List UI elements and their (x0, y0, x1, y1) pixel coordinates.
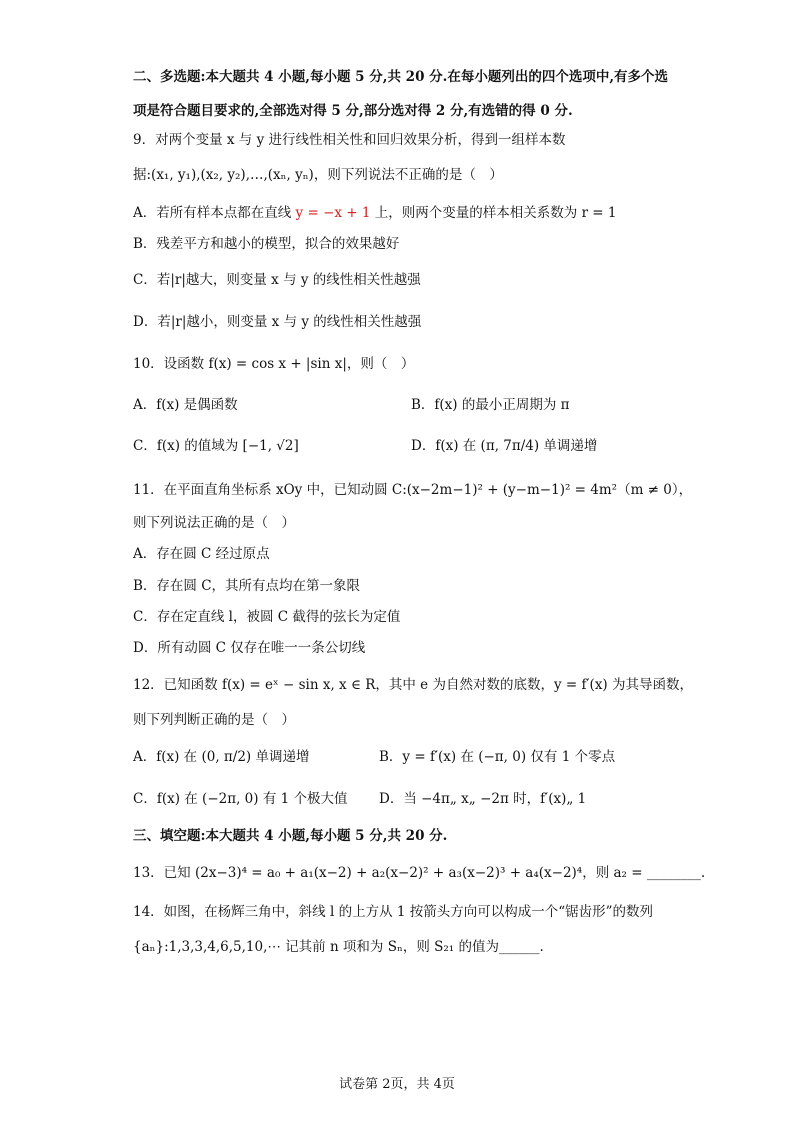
q14-stem-line1: 14．如图，在杨辉三角中，斜线 l 的上方从 1 按箭头方向可以构成一个“锯齿形”的数列 (133, 904, 654, 920)
q9-option-a-line-equation: y = −x + 1 (295, 205, 371, 221)
q11-option-d: D．所有动圆 C 仅存在唯一一条公切线 (133, 640, 366, 656)
q12-options-row2 (133, 790, 587, 808)
q9-option-c: C．若|r|越大，则变量 x 与 y 的线性相关性越强 (133, 272, 421, 288)
q10-option-a: A．f(x) 是偶函数 (133, 397, 238, 413)
q10-options-row2 (133, 437, 598, 455)
q12-stem-line1: 12．已知函数 f(x) = eˣ − sin x, x ∈ R，其中 e 为自然对数的底数，y = f′(x) 为其导函数， (133, 677, 693, 693)
q9-stem-line1: 9．对两个变量 x 与 y 进行线性相关性和回归效果分析，得到一组样本数 (133, 132, 566, 148)
section2-header-line1: 二、多选题:本大题共 4 小题,每小题 5 分,共 20 分.在每小题列出的四个选项中,有多个选 (133, 69, 669, 85)
q11-stem-line1: 11．在平面直角坐标系 xOy 中，已知动圆 C:(x−2m−1)² + (y−m−1)² = 4m²（m ≠ 0）， (133, 482, 693, 498)
q11-stem-line2: 则下列说法正确的是（ ） (133, 515, 295, 531)
section3-header: 三、填空题:本大题共 4 小题,每小题 5 分,共 20 分. (133, 828, 448, 844)
q13-stem: 13．已知 (2x−3)⁴ = a₀ + a₁(x−2) + a₂(x−2)² + a₃(x−2)³ + a₄(x−2)⁴，则 a₂ = ________. (133, 865, 706, 881)
q11-option-a: A．存在圆 C 经过原点 (133, 546, 270, 562)
q9-option-d: D．若|r|越小，则变量 x 与 y 的线性相关性越强 (133, 314, 422, 330)
q12-option-d: D．当 −4π„ x„ −2π 时，f′(x)„ 1 (379, 791, 587, 807)
q9-stem-line2: 据:(x₁, y₁),(x₂, y₂),…,(xₙ, yₙ)，则下列说法不正确的是（ ） (133, 167, 503, 183)
q10-option-d: D．f(x) 在 (π, 7π/4) 单调递增 (411, 438, 598, 454)
q9-option-a-prefix: A．若所有样本点都在直线 (133, 205, 296, 221)
q10-options-row1 (133, 396, 570, 414)
q14-stem-line2: {aₙ}:1,3,3,4,6,5,10,⋯ 记其前 n 项和为 Sₙ，则 S₂₁ 的值为______. (133, 939, 544, 955)
q9-option-a-suffix: 上，则两个变量的样本相关系数为 r = 1 (370, 205, 617, 221)
q12-stem-line2: 则下列判断正确的是（ ） (133, 712, 295, 728)
q12-option-b: B．y = f′(x) 在 (−π, 0) 仅有 1 个零点 (379, 749, 616, 765)
q9-option-b: B．残差平方和越小的模型，拟合的效果越好 (133, 236, 400, 252)
q11-option-b: B．存在圆 C，其所有点均在第一象限 (133, 578, 361, 594)
q10-stem: 10．设函数 f(x) = cos x + |sin x|，则（ ） (133, 356, 415, 372)
q11-option-c: C．存在定直线 l，被圆 C 截得的弦长为定值 (133, 609, 401, 625)
section2-header-line2: 项是符合题目要求的,全部选对得 5 分,部分选对得 2 分,有选错的得 0 分. (133, 103, 573, 119)
page-footer: 试卷第 2页，共 4页 (339, 1077, 455, 1092)
q12-options-row1 (133, 748, 616, 766)
q10-option-c: C．f(x) 的值域为 [−1, √2] (133, 438, 299, 454)
q10-option-b: B．f(x) 的最小正周期为 π (411, 397, 570, 413)
q12-option-c: C．f(x) 在 (−2π, 0) 有 1 个极大值 (133, 791, 348, 807)
q9-option-a (133, 204, 617, 222)
q12-option-a: A．f(x) 在 (0, π/2) 单调递增 (133, 749, 310, 765)
